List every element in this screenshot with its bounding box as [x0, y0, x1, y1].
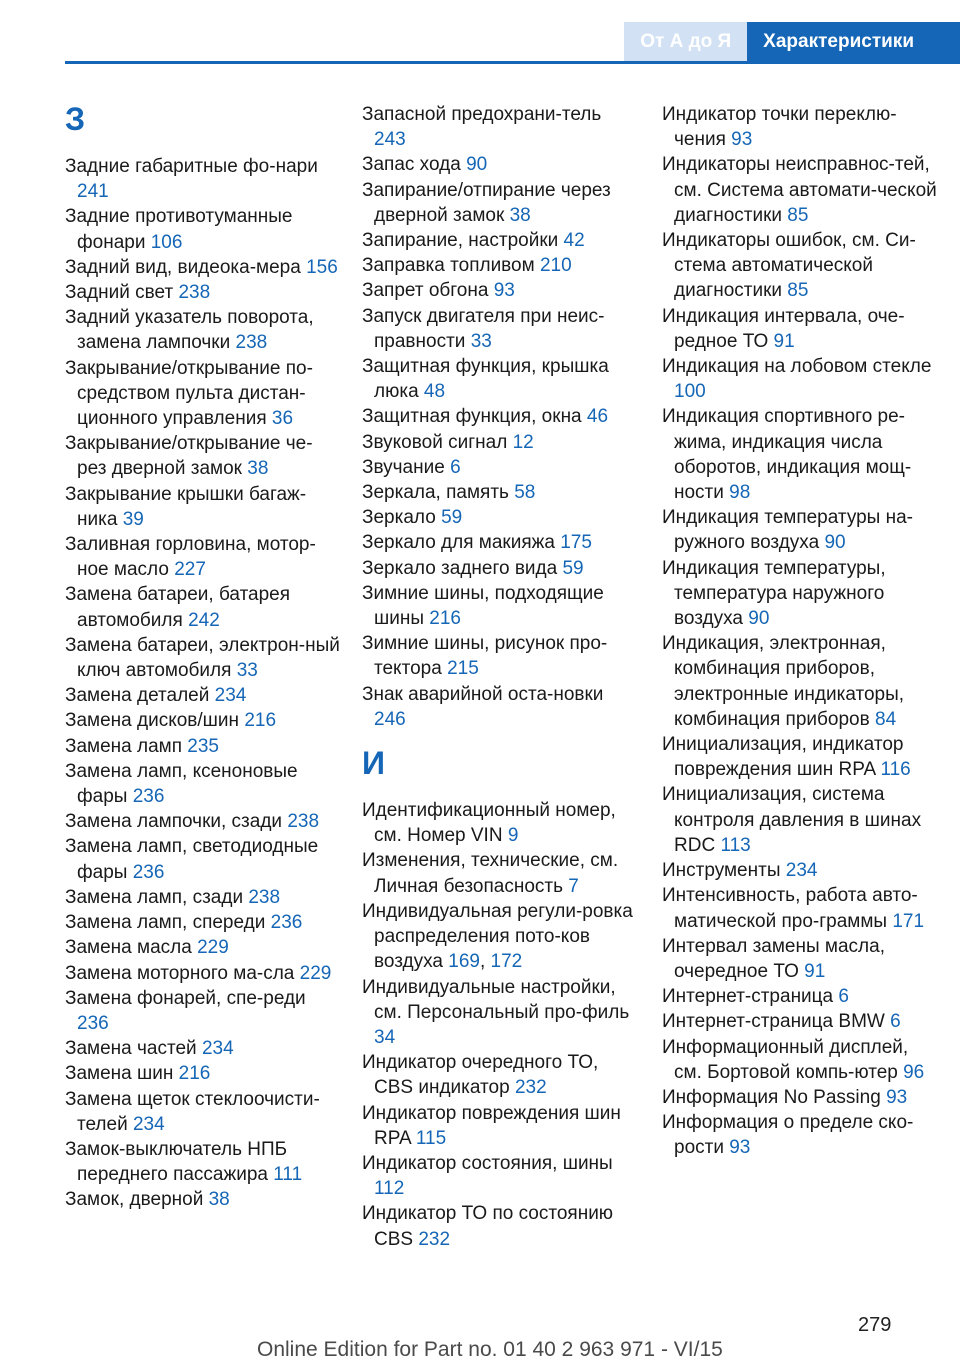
- page-link[interactable]: 59: [441, 507, 463, 529]
- index-entry: [362, 975, 637, 1051]
- page-link[interactable]: 93: [886, 1086, 908, 1108]
- page-link[interactable]: 216: [429, 608, 461, 630]
- page-number: 279: [858, 1314, 892, 1336]
- page-link[interactable]: 234: [785, 860, 818, 882]
- entry-text: Замена моторного ма-сла: [65, 962, 295, 984]
- entry-text: Зимние шины, подходящие шины: [362, 582, 604, 630]
- index-column-1: [65, 102, 340, 1213]
- page-link[interactable]: 33: [470, 330, 492, 352]
- page-link[interactable]: 9: [507, 825, 519, 847]
- page-link[interactable]: 172: [490, 951, 523, 973]
- entry-text: Замена ламп, светодиодные фары: [65, 836, 319, 883]
- entry-text: Индикаторы ошибок, см. Си-стема автоматической диагностики: [662, 230, 916, 302]
- page-link[interactable]: 12: [512, 431, 534, 453]
- index-entry: [65, 204, 340, 254]
- page-link[interactable]: 236: [132, 786, 165, 808]
- index-entry: [65, 482, 340, 532]
- entry-text: Задние габаритные фо-нари: [65, 156, 318, 177]
- index-entry: [662, 732, 937, 782]
- index-entry: [662, 505, 937, 555]
- index-entry: [65, 1187, 340, 1212]
- page-link[interactable]: 7: [568, 875, 579, 897]
- entry-text: Индикатор ТО по состоянию CBS: [362, 1203, 614, 1250]
- page-link[interactable]: 42: [563, 230, 585, 252]
- index-entry: [362, 1050, 637, 1100]
- page-link[interactable]: 210: [539, 255, 572, 277]
- entry-text: Знак аварийной оста-новки: [362, 683, 604, 705]
- index-column-3: [662, 102, 937, 1161]
- tab-a-to-z[interactable]: От А до Я: [624, 22, 747, 62]
- footer-edition: Online Edition for Part no. 01 40 2 963 971 - VI/15: [257, 1338, 723, 1361]
- entry-text: Индикация температуры на-ружного воздуха: [662, 507, 913, 554]
- index-entry: [65, 1061, 340, 1086]
- index-entry: [362, 1151, 637, 1201]
- entry-text: Замена дисков/шин: [65, 710, 240, 732]
- entry-text: Индикатор очередного ТО, CBS индикатор: [362, 1052, 599, 1099]
- page-link[interactable]: 171: [892, 910, 925, 932]
- section-letter: И: [362, 745, 385, 782]
- page-link[interactable]: 46: [586, 406, 609, 428]
- index-entry: [662, 1009, 937, 1034]
- index-entry: [662, 102, 937, 152]
- index-entry: [662, 1110, 937, 1160]
- page-link[interactable]: 90: [466, 154, 488, 176]
- page-link[interactable]: 48: [423, 381, 446, 403]
- index-entry: [662, 934, 937, 984]
- entry-text: Индикация спортивного ре-жима, индикация числа оборотов, индикация мощ-ности: [662, 406, 912, 504]
- index-entry: [65, 910, 340, 935]
- entry-text: Индикаторы неисправнос-тей, см. Система автомати-ческой диагностики: [662, 154, 937, 226]
- index-entry: [362, 682, 637, 732]
- entry-text: Индикатор повреждения шин RPA: [362, 1102, 621, 1149]
- entry-text: Индикатор состояния, шины: [362, 1152, 613, 1174]
- index-entry: [362, 178, 637, 228]
- page-link[interactable]: 234: [132, 1113, 165, 1135]
- index-entry: [362, 1101, 637, 1151]
- index-entry: [65, 1087, 340, 1137]
- index-entry: [362, 848, 637, 898]
- index-entry: [362, 631, 637, 681]
- index-entry: [65, 431, 340, 481]
- entry-text: Замена лампочки, сзади: [65, 811, 283, 833]
- entry-text: Звучание: [362, 456, 445, 478]
- index-entry: [362, 278, 637, 303]
- index-entry: [662, 304, 937, 354]
- page-link[interactable]: 106: [150, 231, 183, 253]
- entry-text: Информация о пределе ско-рости: [662, 1112, 914, 1159]
- index-entry: [662, 152, 937, 228]
- index-entry: [362, 430, 637, 455]
- index-entry: [65, 708, 340, 733]
- index-entry: [65, 734, 340, 759]
- page-link[interactable]: 232: [514, 1077, 547, 1099]
- page-link[interactable]: 84: [875, 708, 897, 730]
- index-entry: [362, 152, 637, 177]
- footer: [257, 1338, 723, 1362]
- page-link[interactable]: 229: [197, 937, 229, 959]
- entry-text: Информация No Passing: [662, 1086, 881, 1108]
- page-link[interactable]: 243: [374, 129, 406, 151]
- entry-text: Индикатор точки переклю-чения: [662, 104, 897, 151]
- entry-text: Замена ламп, ксеноновые фары: [65, 760, 298, 808]
- entry-text: Индикация, электронная, комбинация приборов, электронные индикаторы, комбинация приборов: [662, 633, 905, 730]
- page-link[interactable]: 96: [903, 1061, 925, 1083]
- index-entry: [662, 883, 937, 933]
- index-entry: [662, 782, 937, 858]
- page-link[interactable]: 90: [748, 608, 770, 630]
- page-link[interactable]: 6: [838, 986, 849, 1008]
- index-entry: [362, 480, 637, 505]
- entry-text: Замена батареи, батарея автомобиля: [65, 584, 291, 631]
- index-entry: [65, 305, 340, 355]
- page-link[interactable]: 93: [729, 1137, 751, 1159]
- index-entry: [662, 631, 937, 732]
- entry-text: Запасной предохрани-тель: [362, 104, 602, 125]
- page-link[interactable]: 241: [77, 181, 109, 203]
- entry-text: Закрывание/открывание че-рез дверной замок: [65, 433, 313, 480]
- index-entry: [362, 455, 637, 480]
- page-link[interactable]: 216: [178, 1063, 211, 1085]
- entry-text: Закрывание крышки багаж-ника: [65, 483, 307, 530]
- entry-text: Интенсивность, работа авто-матической про-граммы: [662, 885, 918, 932]
- page-link[interactable]: 85: [787, 280, 809, 302]
- entry-text: Изменения, технические, см. Личная безопасность: [362, 850, 619, 897]
- page-link[interactable]: 235: [187, 735, 219, 757]
- page-link[interactable]: 232: [418, 1228, 451, 1250]
- index-entry: [362, 530, 637, 555]
- entry-text: Замок-выключатель НПБ переднего пассажира: [65, 1138, 288, 1186]
- page-link[interactable]: 38: [509, 204, 531, 226]
- index-column-2: [362, 102, 637, 1252]
- page-link[interactable]: 238: [248, 886, 281, 908]
- entry-text: Замена масла: [65, 937, 192, 959]
- index-entry: [362, 505, 637, 530]
- entry-text: Зеркала, память: [362, 482, 509, 504]
- index-entry: [362, 102, 637, 152]
- entry-text: Зеркало для макияжа: [362, 532, 555, 554]
- index-entry: Индивидуальная регули-ровка распределения пото-ков воздуха 169, 172: [362, 900, 633, 973]
- page-link[interactable]: 242: [188, 609, 220, 631]
- index-entry: [65, 154, 340, 204]
- page-link[interactable]: 111: [273, 1164, 303, 1186]
- index-entry: [662, 858, 937, 883]
- index-entry: [362, 581, 637, 631]
- page-link[interactable]: 33: [236, 660, 258, 682]
- index-entry: [65, 683, 340, 708]
- entry-text: Задний вид, видеока-мера: [65, 256, 301, 278]
- entry-text: Индикация на лобовом стекле: [662, 356, 932, 378]
- page-link[interactable]: 91: [804, 960, 826, 982]
- page-link[interactable]: 216: [244, 710, 277, 732]
- index-entry: [65, 255, 340, 280]
- page-link[interactable]: 59: [562, 557, 584, 579]
- entry-text: Информационный дисплей, см. Бортовой компь-ютер: [662, 1036, 909, 1083]
- index-entry: [362, 354, 637, 404]
- page-link[interactable]: 227: [174, 559, 206, 581]
- page-link[interactable]: 229: [299, 962, 332, 984]
- entry-text: Задний указатель поворота, замена лампочки: [65, 307, 314, 354]
- entry-text: Замок, дверной: [65, 1189, 204, 1211]
- index-entry: [65, 986, 340, 1036]
- index-entry: [65, 885, 340, 910]
- entry-text: Задний свет: [65, 282, 174, 304]
- index-entry: [662, 228, 937, 304]
- section-letter: З: [65, 101, 86, 137]
- entry-text: Замена деталей: [65, 685, 210, 707]
- index-entry: [362, 304, 637, 354]
- index-entry: [662, 984, 937, 1009]
- page-link[interactable]: 39: [122, 508, 144, 530]
- entry-text: Интервал замены масла, очередное ТО: [662, 935, 885, 982]
- entry-text: Интернет-страница: [662, 986, 834, 1008]
- entry-text: Инструменты: [662, 860, 781, 882]
- entry-text: Замена батареи, электрон-ный ключ автомобиля: [65, 634, 340, 682]
- tab-characteristics[interactable]: Характеристики: [747, 22, 960, 62]
- page-link[interactable]: 113: [720, 834, 751, 856]
- page-link[interactable]: 91: [773, 330, 795, 352]
- index-entry: [662, 404, 937, 505]
- page-link[interactable]: 36: [271, 408, 294, 430]
- page-link[interactable]: 6: [890, 1011, 901, 1033]
- page-link[interactable]: 100: [674, 381, 706, 403]
- entry-text: Защитная функция, крышка люка: [362, 356, 609, 403]
- entry-text: Зимние шины, рисунок про-тектора: [362, 633, 608, 680]
- page-link[interactable]: 98: [729, 482, 751, 504]
- entry-text: Звуковой сигнал: [362, 431, 508, 453]
- page-link[interactable]: 234: [214, 685, 247, 707]
- index-entry: [65, 935, 340, 960]
- index-entry: [65, 1036, 340, 1061]
- entry-text: Зеркало: [362, 507, 436, 529]
- page-link[interactable]: 236: [132, 861, 165, 883]
- page-link[interactable]: 236: [77, 1012, 109, 1034]
- entry-text: Замена шин: [65, 1063, 174, 1085]
- entry-text: Заливная горловина, мотор-ное масло: [65, 534, 316, 581]
- index-entry: [362, 556, 637, 581]
- page-link[interactable]: 116: [880, 759, 911, 781]
- page-link[interactable]: 93: [731, 129, 753, 151]
- page-link[interactable]: 238: [178, 282, 211, 304]
- page-link[interactable]: 238: [287, 811, 320, 833]
- entry-text: Индивидуальные настройки, см. Персональный про-филь: [362, 976, 630, 1023]
- page-link[interactable]: 169: [448, 951, 480, 973]
- page-link[interactable]: 112: [374, 1178, 405, 1200]
- entry-text: Инициализация, система контроля давления в шинах RDC: [662, 784, 922, 856]
- entry-text: Интернет-страница BMW: [662, 1011, 885, 1033]
- index-entry: [662, 1035, 937, 1085]
- page-link[interactable]: 156: [306, 256, 338, 278]
- index-entry: [362, 798, 637, 848]
- index-entry: [65, 633, 340, 683]
- index-entry: [362, 1201, 637, 1251]
- page-link[interactable]: 90: [824, 532, 846, 554]
- entry-text: Индикация температуры, температура наружного воздуха: [662, 557, 886, 630]
- entry-text: Заправка топливом: [362, 255, 535, 277]
- page-link[interactable]: 38: [247, 458, 269, 480]
- page-link[interactable]: 34: [374, 1026, 396, 1048]
- entry-text: Запуск двигателя при неис-правности: [362, 305, 605, 352]
- page-link[interactable]: 93: [493, 280, 515, 302]
- entry-text: Индикация интервала, оче-редное ТО: [662, 305, 905, 352]
- entry-text: Закрывание/открывание по-средством пульта дистан-ционного управления: [65, 357, 313, 430]
- index-entry: [65, 356, 340, 432]
- index-entry: [65, 809, 340, 834]
- header-tabs: [624, 22, 960, 62]
- page-link[interactable]: 6: [450, 456, 461, 478]
- index-entry: [65, 961, 340, 986]
- entry-text: Запрет обгона: [362, 280, 489, 302]
- entry-text: Замена фонарей, спе-реди: [65, 987, 306, 1009]
- page-link[interactable]: 85: [787, 204, 809, 226]
- index-entry: [362, 404, 637, 429]
- index-entry: [362, 228, 637, 253]
- entry-text: Запас хода: [362, 154, 461, 176]
- entry-text: Индивидуальная регули-ровка распределения пото-ков воздуха: [362, 900, 633, 973]
- entry-text: Замена частей: [65, 1038, 197, 1060]
- index-entry: [65, 280, 340, 305]
- entry-text: Замена ламп, сзади: [65, 886, 244, 908]
- entry-text: Запирание/отпирание через дверной замок: [362, 179, 611, 226]
- page-link[interactable]: 234: [201, 1038, 234, 1060]
- index-entry: [65, 759, 340, 809]
- entry-text: Замена ламп, спереди: [65, 912, 266, 934]
- index-entry: [65, 834, 340, 884]
- entry-text: Запирание, настройки: [362, 230, 559, 252]
- page-link[interactable]: 215: [447, 658, 479, 680]
- page-link[interactable]: 236: [270, 912, 303, 934]
- index-entry: [662, 1085, 937, 1110]
- header-rule: [65, 61, 960, 64]
- entry-text: Задние противотуманные фонари: [65, 206, 293, 253]
- index-entry: [65, 1137, 340, 1187]
- page-link[interactable]: 246: [374, 708, 406, 730]
- index-entry: [662, 354, 937, 404]
- entry-text: Инициализация, индикатор повреждения шин RPA: [662, 734, 904, 781]
- entry-text: Замена щеток стеклоочисти-телей: [65, 1088, 320, 1135]
- page-link[interactable]: 175: [560, 532, 592, 554]
- index-entry: [65, 532, 340, 582]
- page-link[interactable]: 38: [208, 1189, 230, 1211]
- index-entry: [662, 556, 937, 632]
- page-link[interactable]: 115: [415, 1127, 447, 1149]
- entry-text: Идентификационный номер, см. Номер VIN: [362, 800, 616, 847]
- entry-text: Защитная функция, окна: [362, 406, 582, 428]
- index-entry: [362, 253, 637, 278]
- index-entry: [65, 582, 340, 632]
- entry-text: Замена ламп: [65, 735, 183, 757]
- entry-text: Зеркало заднего вида: [362, 557, 558, 579]
- page-link[interactable]: 58: [514, 482, 536, 504]
- page-link[interactable]: 238: [235, 332, 268, 354]
